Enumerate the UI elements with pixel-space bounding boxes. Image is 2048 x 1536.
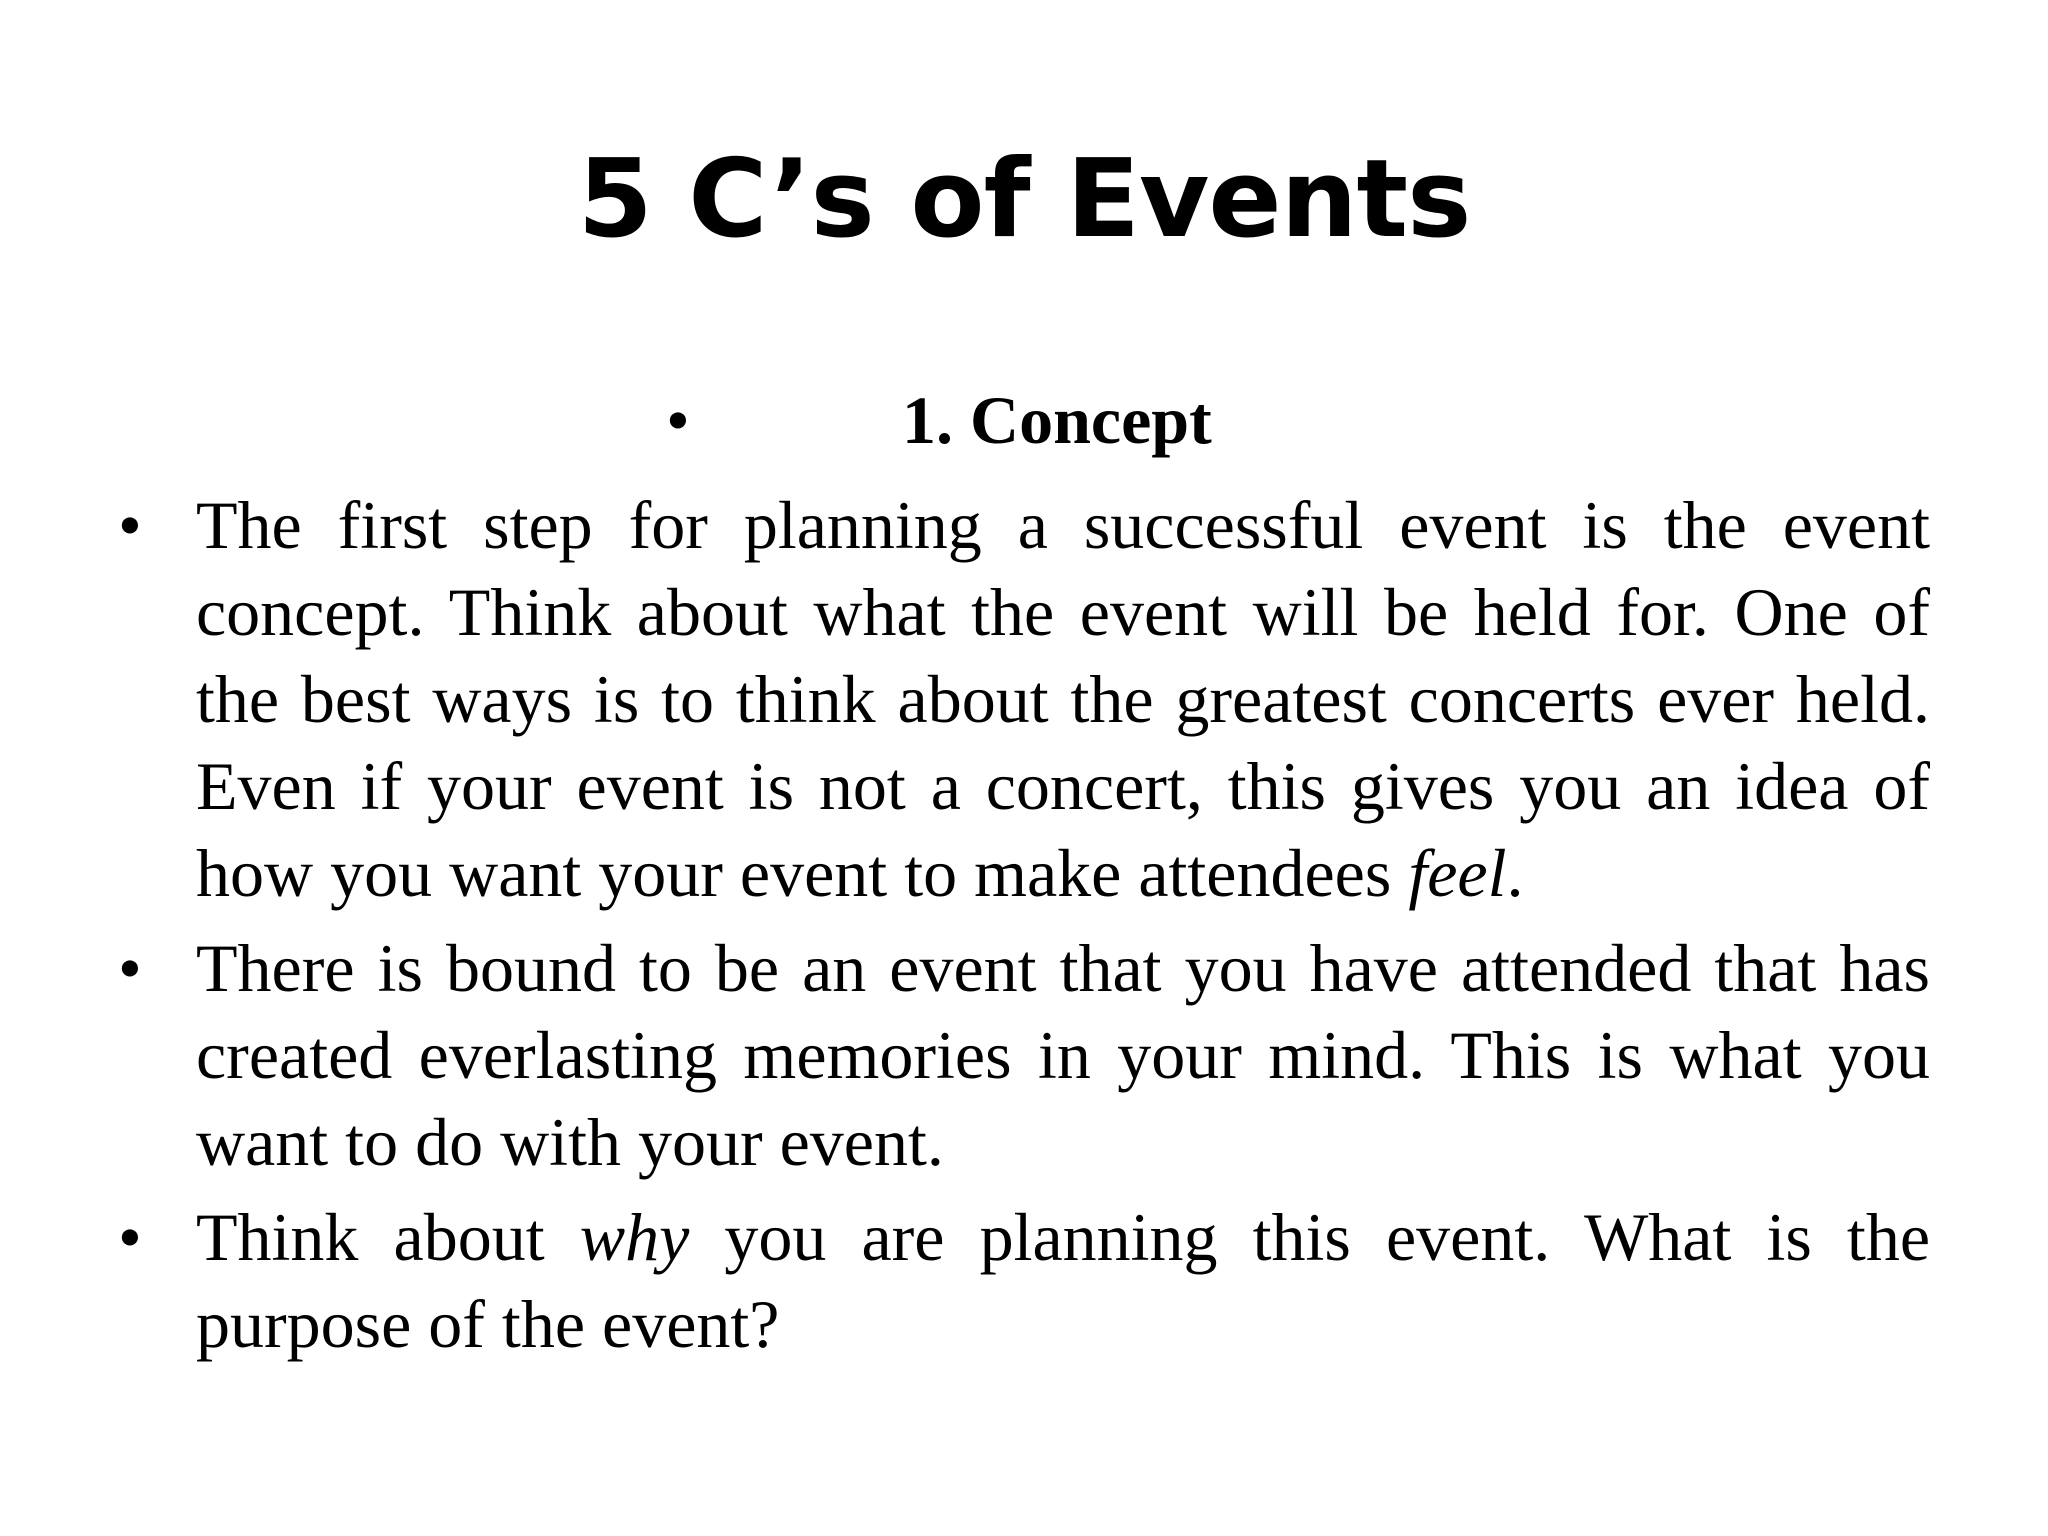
section-heading <box>0 380 2048 460</box>
bullet-text-end: you are planning this event. What is the purpose of the event? <box>196 1199 1931 1362</box>
bullet-item <box>118 925 1930 1186</box>
bullet-list <box>118 482 1930 1376</box>
bullet-text-end: . <box>1506 835 1524 911</box>
bullet-emphasis: feel <box>1408 835 1507 911</box>
bullet-marker: • <box>118 1199 142 1275</box>
bullet-marker: • <box>118 930 142 1006</box>
bullet-text: The first step for planning a successful event is the event concept. Think about what the event will be held for. One of the best ways is to think about the greatest concerts ever held. Even if your event is not a concert, this gives you an idea of how you want your event to make attendees <box>196 487 1930 911</box>
bullet-text: There is bound to be an event that you have attended that has created everlasting memories in your mind. This is what you want to do with your event. <box>196 930 1930 1180</box>
slide-title: 5 C’s of Events <box>577 137 1471 262</box>
bullet-item <box>118 482 1930 917</box>
bullet-emphasis: why <box>579 1199 690 1275</box>
bullet-text: Think about <box>196 1199 580 1275</box>
bullet-item <box>118 1194 1930 1368</box>
heading-bullet: • <box>666 382 690 458</box>
bullet-marker: • <box>118 487 142 563</box>
heading-text: 1. Concept <box>902 382 1212 458</box>
